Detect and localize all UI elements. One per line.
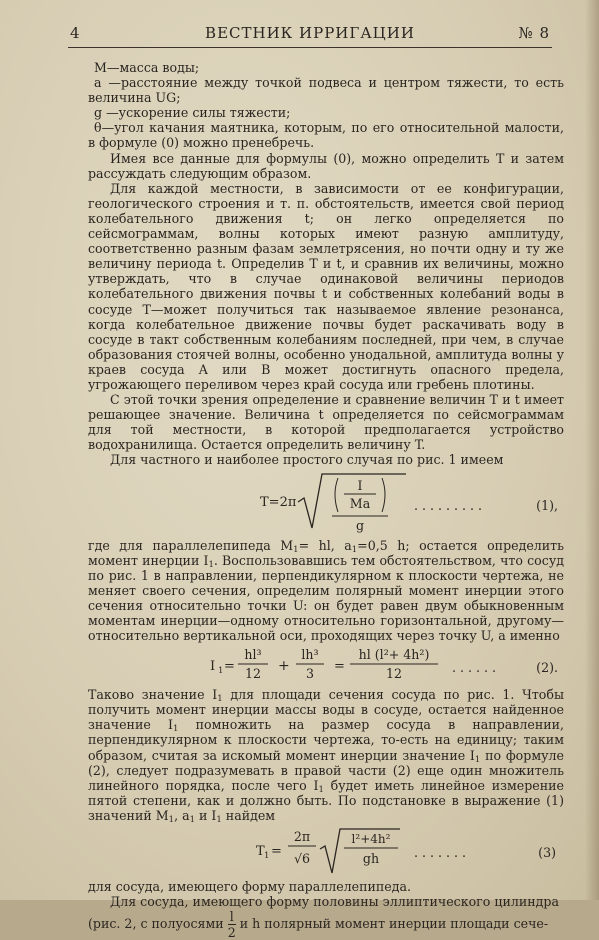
eq1-lhs: T=2π [260,494,297,510]
eq2-plus: + [278,658,290,675]
header-rule [68,47,552,48]
article-body [88,60,564,940]
eq2-term3-den: 12 [385,666,403,682]
eq3-rad-den: gh [362,851,380,867]
paragraph: где для параллелепипеда $M_1=$ hl, $a_1=0,5$ h; остается определить момент инерции $I_1$. Воспользовавшись тем обстоятельством, что сосуд по рис. 1 в направлении, перпендикулярном к плоскости чертежа, не меняет своего сечения, определим полярный момент инерции этого сечения относительно точки U: он будет равен двум обыкновенным моментам инерции—одному относительно горизонтальной, другому—относительно вертикальной оси, проходящих через точку U, а именно [88,537,565,644]
paragraph: Имея все данные для формулы (0), можно определить T и затем рассуждать следующим образом. [88,150,564,181]
definition-theta: θ—угол качания маятника, которым, по его относительной малости, в формуле (0) можно пренебречь. [88,120,564,151]
eq3-rad-num: l²+4h² [351,832,391,847]
eq3-lhs: T [256,844,265,860]
definition-a: a —расстояние между точкой подвеса и центром тяжести, то есть величина UG; [88,75,564,106]
paragraph: С этой точки зрения определение и сравнение величин T и t имеет решающее значение. Величина t определяется по сейсмограммам для той местности, в которой предполагается устройство водохранилища. Остается определить величину T. [88,392,564,453]
eq3-coef-num: 2π [293,829,311,845]
equation-2 [88,645,564,685]
paragraph: Для частного и наиболее простого случая по рис. 1 имеем [110,452,504,468]
equation-1-figure [88,470,564,536]
equation-3 [88,825,564,877]
journal-title: ВЕСТНИК ИРРИГАЦИИ [205,24,415,42]
equation-2-figure [88,645,564,685]
eq2-term2-num: lh³ [301,647,319,663]
eq3-coef-den: √6 [293,851,311,867]
paragraph: для сосуда, имеющего форму параллелепипеда. [88,879,412,895]
issue-number: № 8 [518,24,550,42]
eq1-paren-right [382,478,385,512]
page-number: 4 [70,24,81,42]
eq2-lhs: I [210,659,216,675]
fraction-l-over-2: $\frac{l}{2}$ [227,909,236,940]
eq1-den: g [355,517,365,533]
eq1-paren-left [335,478,338,512]
eq3-dots: . . . . . . . [414,845,467,861]
eq1-inner-num: I [357,477,363,493]
eq1-dots: . . . . . . . . . [414,497,483,513]
eq3-lhs-sub: 1 [264,851,270,862]
equation-3-figure [88,825,564,877]
eq2-lhs-sub: 1 [218,666,224,677]
paragraph-cut: (рис. 2, с полуосями $\frac{l}{2}$ и h полярный момент инерции площади сече- [88,909,549,940]
page-edge-shadow [585,0,599,900]
running-header [70,24,550,46]
eq2-term1-num: hl³ [244,647,262,663]
eq2-equals: = [334,659,345,675]
paragraph: Для каждой местности, в зависимости от ее конфигурации, геологического строения и т. п. обстоятельств, имеется свой период колебательного движения t; он легко определяется по сейсмограммам, волны которых имеют разную амплитуду, соответственно разным фазам землетрясения, но почти одну и ту же величину периода t. Определив T и t, и сравнив их величины, можно утверждать, что в случае одинаковой величины периодов колебательного движения почвы t и собственных колебаний воды в сосуде T—может получиться так называемое явление резонанса, когда колебательное движение почвы будет раскачивать воду в сосуде в такт собственным колебаниям последней, при чем, в случае образования стоячей волны, особенно унодальной, амплитуда волны у краев сосуда A или B может достигнуть опасного предела, угрожающего переливом через край сосуда или гребень плотины. [88,180,564,392]
definition-M: M—масса воды; [94,60,200,75]
equation-1 [88,470,564,536]
eq2-dots: . . . . . . [452,660,497,676]
eq3-number: (3) [538,845,556,861]
paragraph: Для сосуда, имеющего форму половины эллиптического цилиндра [110,894,559,910]
eq2-number: (2). [536,660,558,676]
paragraph: Таково значение $I_1$ для площади сечения сосуда по рис. 1. Чтобы получить момент инерции массы воды в сосуде, остается найденное значение $I_1$ помножить на размер сосуда в направлении, перпендикулярном к плоскости чертежа, то-есть на единицу; таким образом, считая за искомый момент инерции значение $I_1$ по формуле (2), следует подразумевать в правой части (2) еще один множитель линейного порядка, после чего $I_1$ будет иметь линейное измерение пятой степени, как и должно быть. По подстановке в выражение (1) значений $M_1$, $a_1$ и $I_1$ найдем [88,687,564,825]
svg-text:=: = [271,844,282,860]
eq1-number: (1), [536,497,558,513]
eq1-inner-den: Ma [349,495,371,511]
eq2-term3-num: hl (l²+ 4h²) [358,647,430,663]
definition-g: g —ускорение силы тяжести; [94,105,291,121]
svg-text:=: = [224,659,235,675]
eq2-term2-den: 3 [305,666,315,682]
eq2-term1-den: 12 [244,666,262,682]
